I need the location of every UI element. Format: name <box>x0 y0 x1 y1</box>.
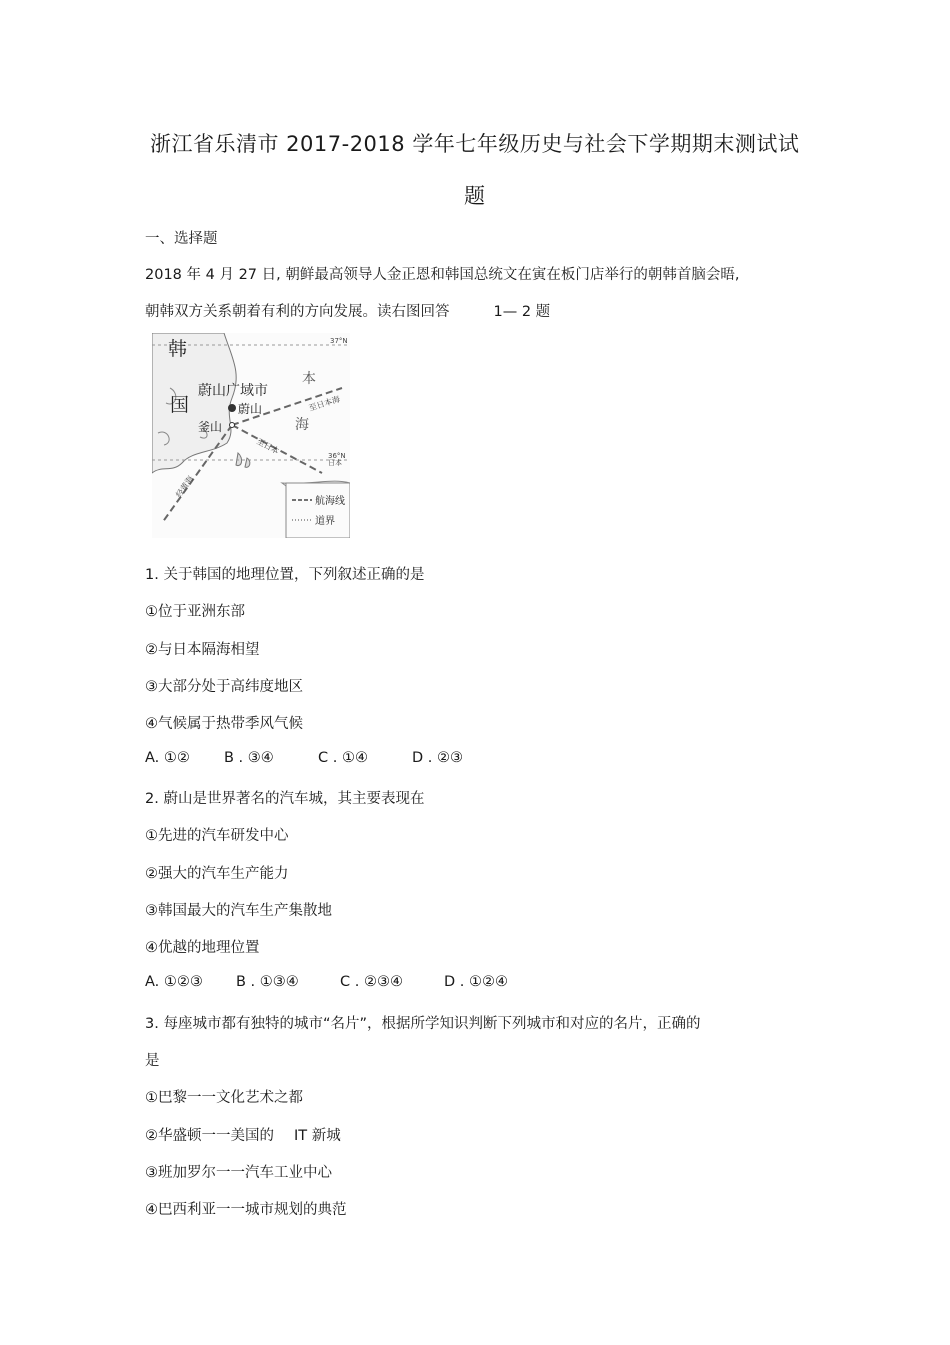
label-busan: 釜山 <box>198 420 223 434</box>
intro-line2-text: 朝韩双方关系朝着有利的方向发展。读右图回答 <box>145 304 450 320</box>
section-heading: 一、选择题 <box>145 231 218 247</box>
q3-stem-line1: 3. 每座城市都有独特的城市“名片”，根据所学知识判断下列城市和对应的名片，正确的 <box>145 1016 701 1032</box>
label-sea-1: 本 <box>302 371 316 387</box>
q2-item-2: ②强大的汽车生产能力 <box>145 866 289 882</box>
map-graphic <box>152 333 350 538</box>
q2-option-a[interactable]: A. ①②③ <box>145 974 203 990</box>
q2-options <box>145 974 508 990</box>
map-legend-box <box>286 483 350 538</box>
q1-option-d[interactable]: D . ②③ <box>412 750 463 766</box>
q1-option-c[interactable]: C . ①④ <box>318 750 368 766</box>
q1-option-a[interactable]: A. ①② <box>145 750 190 766</box>
label-korea-1: 韩 <box>168 338 188 360</box>
q1-stem: 1. 关于韩国的地理位置，下列叙述正确的是 <box>145 567 425 583</box>
label-route-japan-sea: 至日本海 <box>307 394 342 413</box>
q2-item-3: ③韩国最大的汽车生产集散地 <box>145 903 332 919</box>
label-ulsan-region: 蔚山广域市 <box>198 383 268 399</box>
label-sea-2: 海 <box>295 417 309 433</box>
q3-stem-line2: 是 <box>145 1053 160 1069</box>
document-title-line1: 浙江省乐清市 2017-2018 学年七年级历史与社会下学期期末测试试 <box>150 132 800 156</box>
q3-item-2-suffix: IT 新城 <box>294 1128 341 1144</box>
q1-item-1: ①位于亚洲东部 <box>145 604 245 620</box>
q3-item-2-text: ②华盛顿一一美国的 <box>145 1128 274 1144</box>
q1-item-3: ③大部分处于高纬度地区 <box>145 679 303 695</box>
intro-line1: 2018 年 4 月 27 日, 朝鲜最高领导人金正恩和韩国总统文在寅在板门店举行的朝韩首脑会晤, <box>145 267 740 283</box>
intro-question-range: 1— 2 题 <box>493 304 551 320</box>
q1-options <box>145 750 463 766</box>
q3-item-4: ④巴西利亚一一城市规划的典范 <box>145 1202 347 1218</box>
label-lat-right: 36°N <box>328 452 346 460</box>
q1-option-b[interactable]: B . ③④ <box>224 750 274 766</box>
label-route-yellow-sea: 经黄海 <box>174 474 196 500</box>
q3-item-1: ①巴黎一一文化艺术之都 <box>145 1090 303 1106</box>
q2-option-c[interactable]: C . ②③④ <box>340 974 403 990</box>
q1-item-2: ②与日本隔海相望 <box>145 642 260 658</box>
document-title-line2: 题 <box>464 184 486 208</box>
q2-option-b[interactable]: B . ①③④ <box>236 974 299 990</box>
legend-route-label: 航海线 <box>315 496 345 507</box>
label-route-japan: 至日本 <box>255 436 281 457</box>
label-korea-2: 国 <box>170 394 190 416</box>
q2-item-1: ①先进的汽车研发中心 <box>145 828 289 844</box>
q2-option-d[interactable]: D . ①②④ <box>444 974 508 990</box>
q3-item-3: ③班加罗尔一一汽车工业中心 <box>145 1165 332 1181</box>
q3-item-2 <box>145 1124 341 1145</box>
intro-line2 <box>145 300 550 321</box>
label-japan: 日本 <box>328 459 342 467</box>
korea-ulsan-map <box>152 333 350 538</box>
label-ulsan: 蔚山 <box>238 402 263 416</box>
busan-marker <box>230 423 235 428</box>
q1-item-4: ④气候属于热带季风气候 <box>145 716 303 732</box>
legend-border-label: 道界 <box>315 516 335 527</box>
q2-item-4: ④优越的地理位置 <box>145 940 260 956</box>
ulsan-marker <box>228 404 236 412</box>
korea-landmass <box>152 333 236 473</box>
q2-stem: 2. 蔚山是世界著名的汽车城，其主要表现在 <box>145 791 425 807</box>
label-lat-top: 37°N <box>330 337 348 345</box>
